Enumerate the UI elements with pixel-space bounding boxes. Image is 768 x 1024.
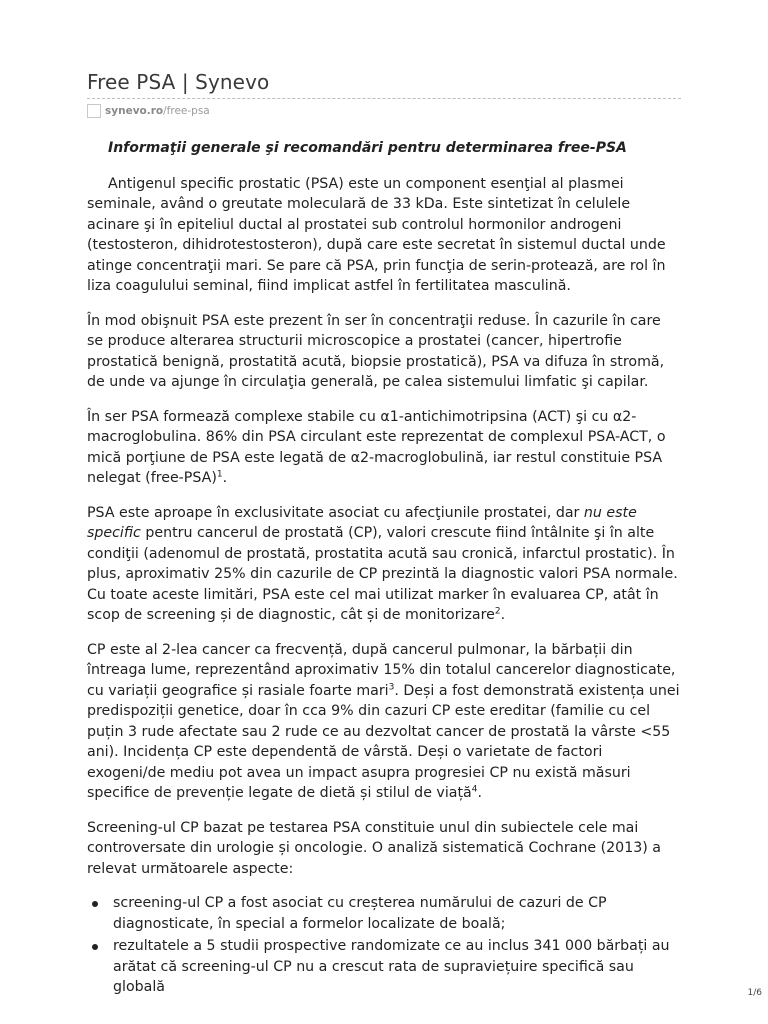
paragraph-1: Antigenul specific prostatic (PSA) este un component esenţial al plasmei seminale, având o greutate moleculară de 33 kDa. Este sintetizat în celulele acinare şi în epiteliul ductal al prostatei sub controlul hormonilor androgeni (testosteron, dihidrotestosteron), după care este secretat în sistemul ductal unde atinge concentraţii mari. Se pare că PSA, prin funcţia de serin-protează, are rol în liza coagulului seminal, fiind implicat astfel în fertilitatea masculină.	[87, 175, 666, 294]
bullet-icon	[92, 901, 98, 907]
source-url-text[interactable]	[105, 105, 210, 117]
paragraph-3	[87, 407, 681, 489]
footnote-ref-1: 1	[216, 469, 223, 480]
article-heading: Informaţii generale şi recomandări pentru determinarea free-PSA	[108, 140, 627, 156]
paragraph-5-end: .	[477, 785, 482, 801]
paragraph-5	[87, 640, 681, 804]
url-domain: synevo.ro	[105, 105, 164, 117]
paragraph-3-text: În ser PSA formează complexe stabile cu α1-antichimotripsina (ACT) şi cu α2-macroglobulina. 86% din PSA circulant este reprezentat de complexul PSA-ACT, o mică porţiune de PSA este legată de α2-macroglobulină, iar restul constituie PSA nelegat (free-PSA)	[87, 408, 666, 486]
list-item	[87, 893, 681, 934]
favicon-icon	[87, 104, 101, 118]
paragraph-6: Screening-ul CP bazat pe testarea PSA constituie unul din subiectele cele mai controversate din urologie și oncologie. O analiză sistematică Cochrane (2013) a relevat următoarele aspecte:	[87, 819, 661, 877]
paragraph-2: În mod obişnuit PSA este prezent în ser în concentraţii reduse. În cazurile în care se produce alterarea structurii microscopice a prostatei (cancer, hipertrofie prostatică benignă, prostatită acută, biopsie prostatică), PSA va difuza în stromă, de unde va ajunge în circulaţia generală, pe calea sistemului limfatic şi capilar.	[87, 312, 665, 390]
footnote-ref-4: 4	[471, 784, 478, 795]
findings-list	[87, 893, 681, 998]
paragraph-4-emphasis: nu este specific	[87, 504, 637, 541]
list-item-text: screening-ul CP a fost asociat cu creșterea numărului de cazuri de CP diagnosticate, în special a formelor localizate de boală;	[113, 895, 607, 932]
paragraph-4-text-a: PSA este aproape în exclusivitate asociat cu afecţiunile prostatei, dar	[87, 504, 584, 521]
paragraph-3-end: .	[222, 470, 228, 486]
footnote-ref-2: 2	[494, 606, 501, 617]
list-item	[87, 936, 681, 998]
list-item-text: rezultatele a 5 studii prospective randomizate ce au inclus 341 000 bărbați au arătat că screening-ul CP nu a crescut rata de supraviețuire specifică sau globală	[113, 938, 670, 995]
paragraph-4-text-b: pentru cancerul de prostată (CP), valori crescute fiind întâlnite şi în alte condiţii (adenomul de prostată, prostatita acută sau cronică, infarctul prostatic). În plus, aproximativ 25% din cazurile de CP prezintă la diagnostic valori PSA normale. Cu toate aceste limitări, PSA este cel mai utilizat marker în evaluarea CP, atât în scop de screening și de diagnostic, cât și de monitorizare	[87, 525, 678, 623]
page-title: Free PSA | Synevo	[87, 70, 270, 94]
paragraph-5-text-b: . Deși a fost demonstrată existența unei predispoziții genetice, doar în cca 9% din cazuri CP este ereditar (familie cu cel puțin 3 rude afectate sau 2 rude ce au dezvoltat cancer de prostată la vârste <55 ani). Incidența CP este dependentă de vârstă. Deși o varietate de factori exogeni/de mediu pot avea un impact asupra progresiei CP nu există măsuri specifice de prevenție legate de dietă și stilul de viață	[87, 682, 680, 801]
footnote-ref-3: 3	[388, 681, 395, 692]
paragraph-4	[87, 503, 681, 626]
article-body	[87, 138, 681, 1000]
source-url[interactable]	[87, 103, 210, 119]
bullet-icon	[92, 944, 98, 950]
url-path: /free-psa	[163, 105, 210, 117]
page-number: 1/6	[747, 988, 762, 998]
paragraph-4-end: .	[500, 607, 506, 623]
paragraph-5-text-a: CP este al 2-lea cancer ca frecvență, după cancerul pulmonar, la bărbații din întreaga lume, reprezentând aproximativ 15% din totalul cancerelor diagnosticate, cu variații geografice și rasiale foarte mari	[87, 641, 676, 699]
header-divider	[87, 98, 681, 99]
